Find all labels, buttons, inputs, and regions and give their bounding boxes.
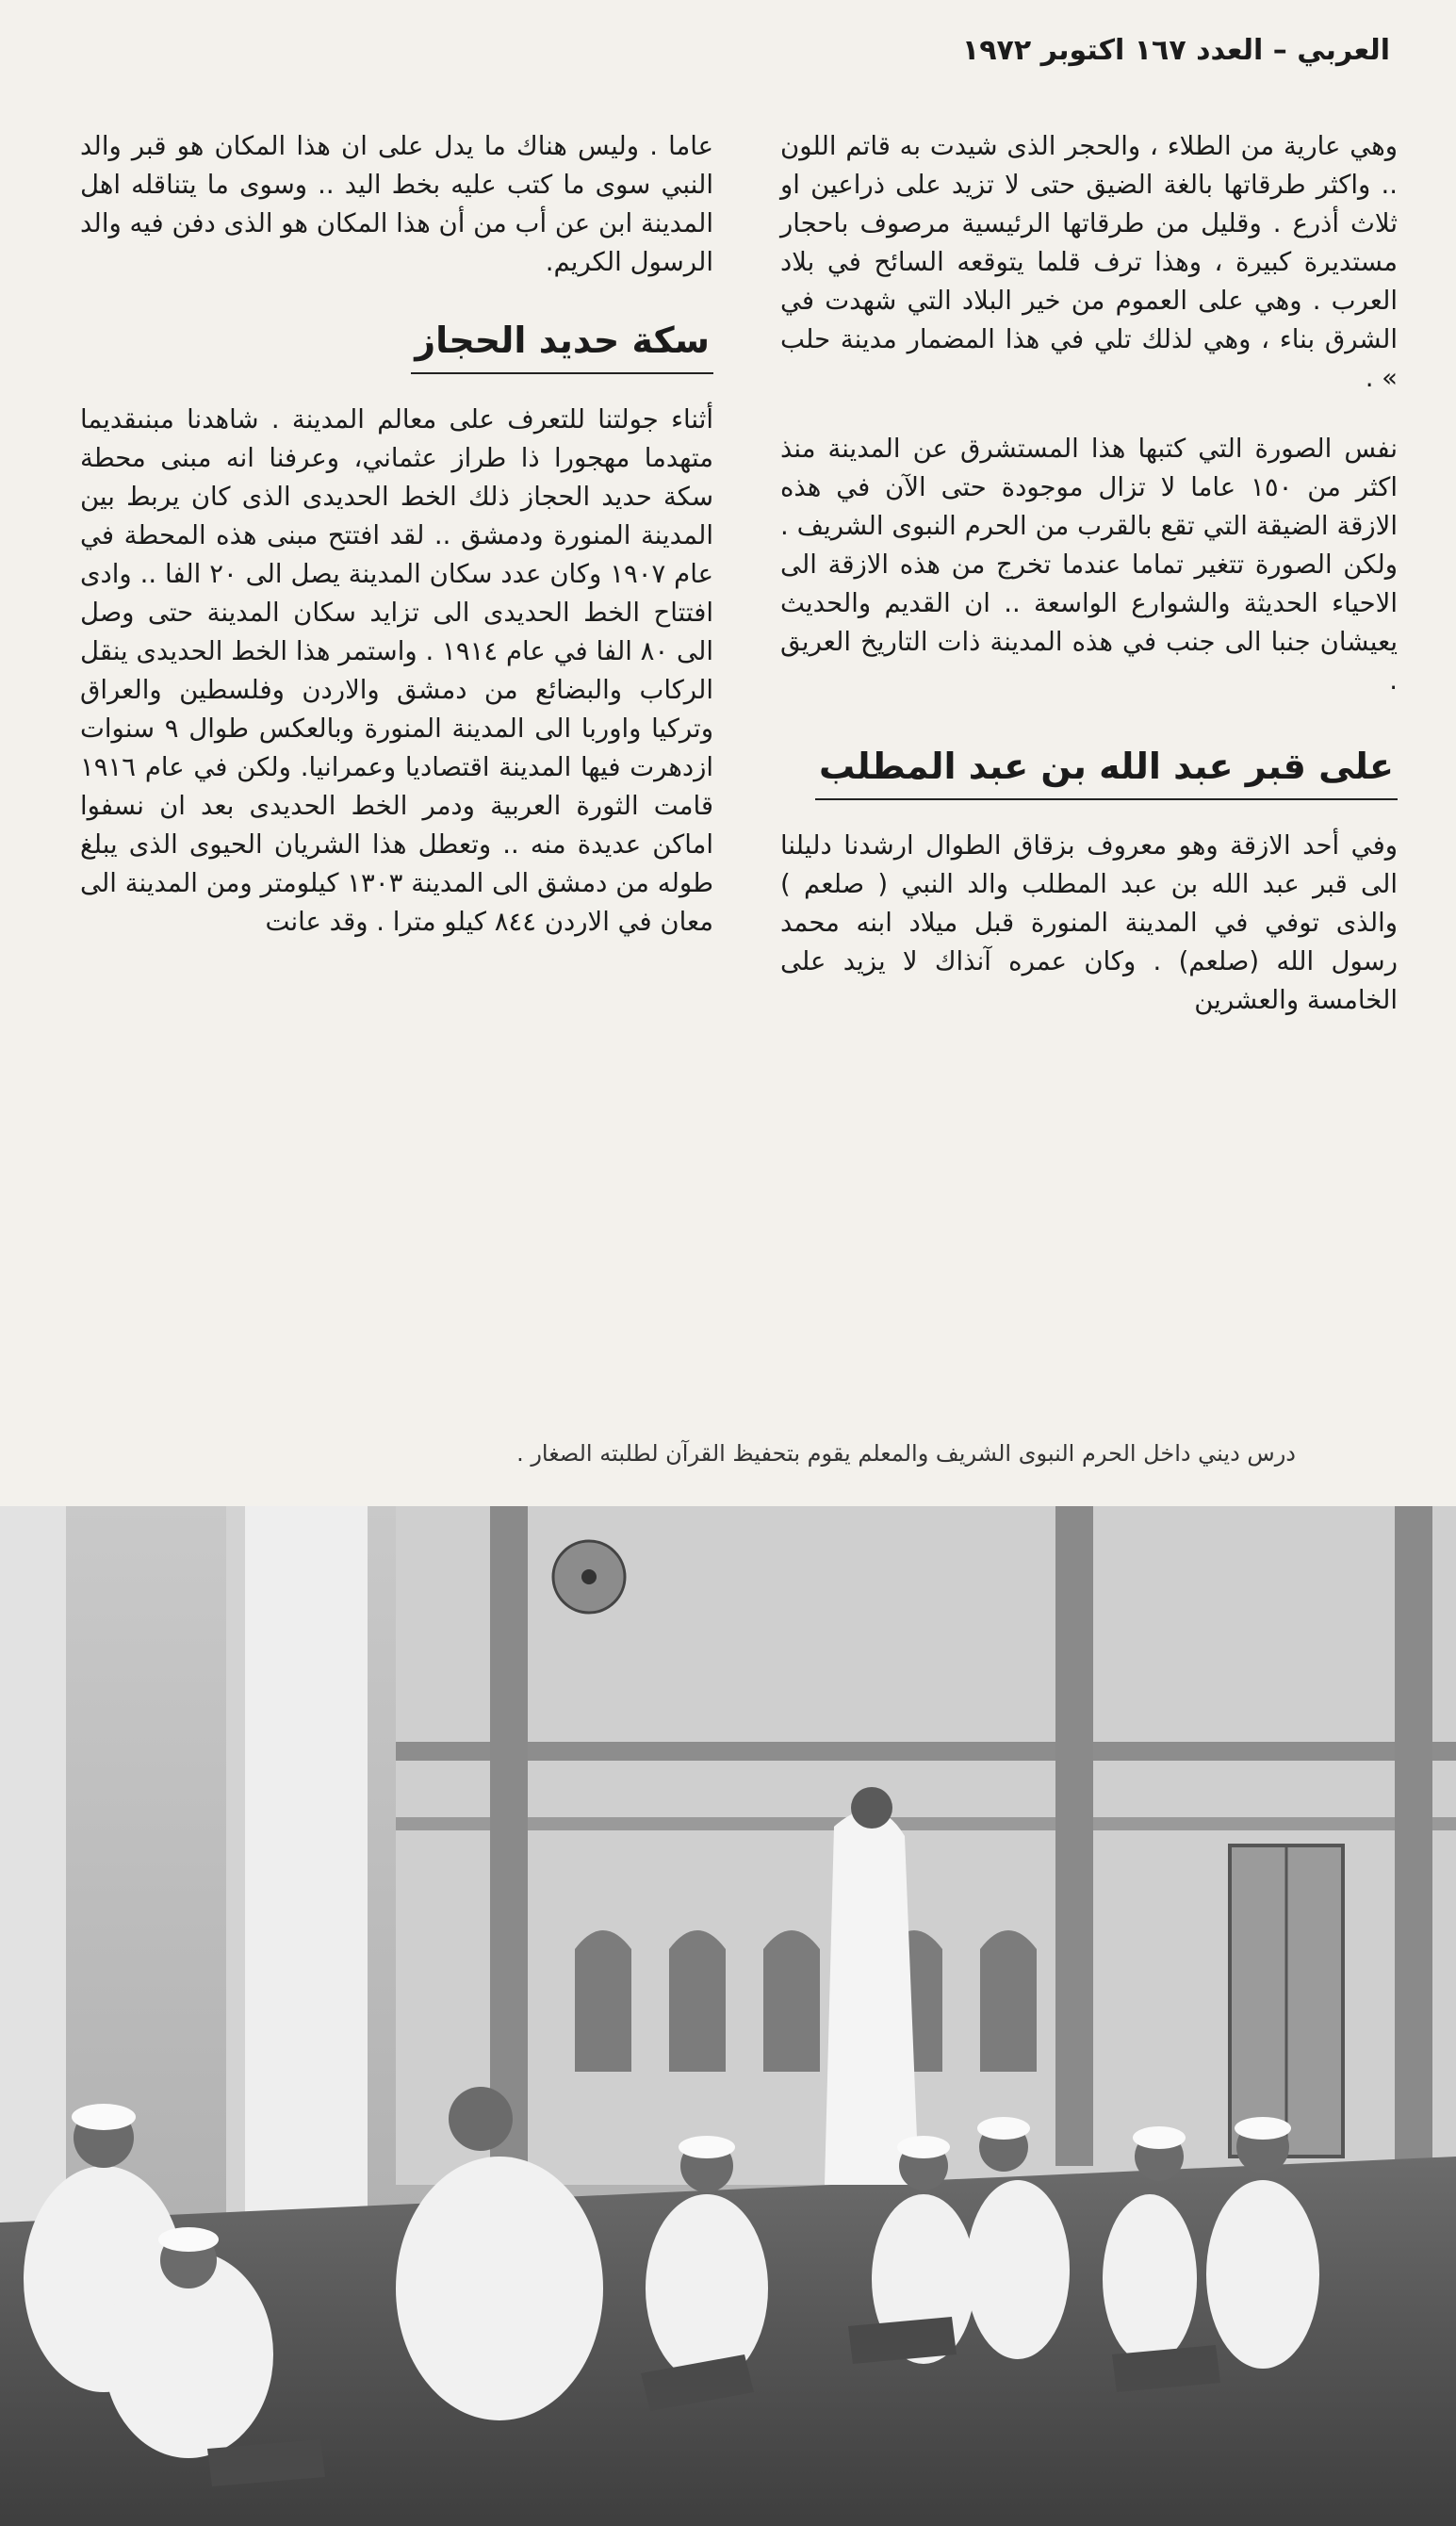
- photo-caption: درس ديني داخل الحرم النبوى الشريف والمعلم يقوم بتحفيظ القرآن لطلبته الصغار .: [516, 1440, 1296, 1467]
- right-column: [780, 127, 1398, 1020]
- mosque-lesson-photo: [0, 1506, 1456, 2526]
- paragraph: عاما . وليس هناك ما يدل على ان هذا المكان هو قبر والد النبي سوى ما كتب عليه بخط اليد .. وسوى ما يتناقله اهل المدينة ابن عن أب من أن هذا المكان هو الذى دفن فيه والد الرسول الكريم.: [80, 131, 713, 277]
- paragraph: وهي عارية من الطلاء ، والحجر الذى شيدت به قاتم اللون .. واكثر طرقاتها بالغة الضيق حتى لا تزيد على ذراعين او ثلاث أذرع . وقليل من طرقاتها الرئيسية مرصوف باحجار مستديرة كبيرة ، وهذا ترف قلما يتوقعه السائح في بلاد العرب . وهي على العموم من خير البلاد التي شهدت في الشرق بناء ، وهي لذلك تلي في هذا المضمار مدينة حلب » .: [780, 131, 1398, 393]
- paragraph: نفس الصورة التي كتبها هذا المستشرق عن المدينة منذ اكثر من ١٥٠ عاما لا تزال موجودة حتى الآن في هذه الازقة الضيقة التي تقع بالقرب من الحرم النبوى الشريف . ولكن الصورة تتغير تماما عندما تخرج من هذه الازقة الى الاحياء الحديثة والشوارع الواسعة .. ان القديم والحديث يعيشان جنبا الى جنب في هذه المدينة ذات التاريخ العريق .: [780, 434, 1398, 696]
- running-header: العربي – العدد ١٦٧ اكتوبر ١٩٧٢: [961, 34, 1390, 67]
- paragraph: وفي أحد الازقة وهو معروف بزقاق الطوال ارشدنا دليلنا الى قبر عبد الله بن عبد المطلب والد النبي ( صلعم ) والذى توفي في المدينة المنورة قبل ميلاد ابنه محمد رسول الله (صلعم) . وكان عمره آنذاك لا يزيد على الخامسة والعشرين: [780, 830, 1398, 1015]
- section-heading-wrap: [80, 282, 713, 401]
- left-column: [80, 127, 713, 942]
- section-heading-wrap: [780, 700, 1398, 827]
- section-heading: سكة حديد الحجاز: [411, 316, 713, 374]
- section-heading: على قبر عبد الله بن عبد المطلب: [815, 742, 1398, 800]
- paragraph: أثناء جولتنا للتعرف على معالم المدينة . شاهدنا مبنىقديما متهدما مهجورا ذا طراز عثماني، وعرفنا انه مبنى محطة سكة حديد الحجاز ذلك الخط الحديدى الذى كان يربط بين المدينة المنورة ودمشق .. لقد افتتح مبنى هذه المحطة في عام ١٩٠٧ وكان عدد سكان المدينة يصل الى ٢٠ الفا .. وادى افتتاح الخط الحديدى الى تزايد سكان المدينة حتى وصل الى ٨٠ الفا في عام ١٩١٤ . واستمر هذا الخط الحديدى ينقل الركاب والبضائع من دمشق والاردن وفلسطين والعراق وتركيا واوربا الى المدينة المنورة وبالعكس طوال ٩ سنوات ازدهرت فيها المدينة اقتصاديا وعمرانيا. ولكن في عام ١٩١٦ قامت الثورة العربية ودمر الخط الحديدى بعد ان نسفوا اماكن عديدة منه .. وتعطل هذا الشريان الحيوى الذى يبلغ طوله من دمشق الى المدينة ١٣٠٣ كيلومتر ومن المدينة الى معان في الاردن ٨٤٤ كيلو مترا . وقد عانت: [80, 404, 713, 937]
